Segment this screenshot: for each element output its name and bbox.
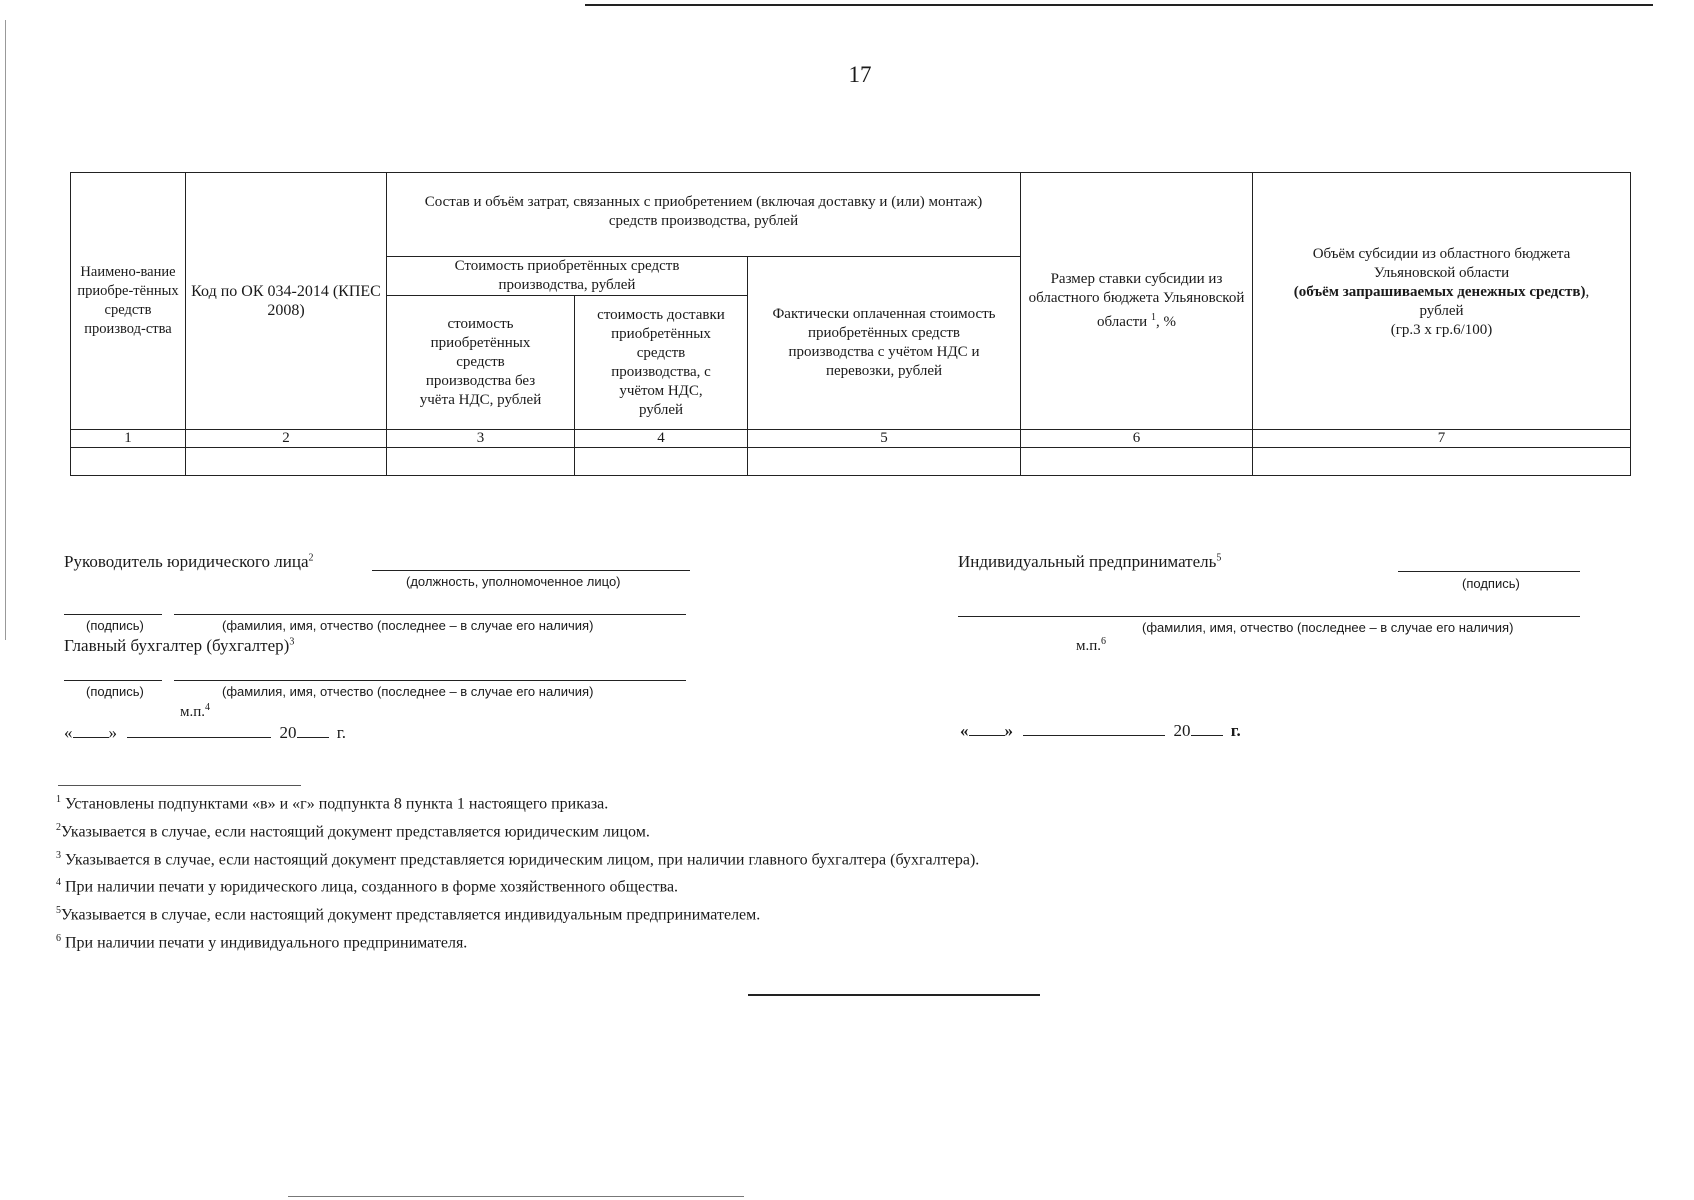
left-year-field[interactable] (297, 723, 329, 738)
footnote-marker: 1 (56, 794, 61, 805)
col5-header: Фактически оплаченная стоимость приобретённых средств производства с учётом НДС и перевозки, рублей (748, 257, 1021, 430)
table-cell[interactable] (186, 448, 387, 476)
bottom-edge-line (288, 1196, 744, 1197)
position-line[interactable] (372, 570, 690, 571)
accountant-signature-line[interactable] (64, 680, 162, 681)
right-date-close-quote: » (1004, 721, 1013, 740)
table-cell[interactable] (748, 448, 1021, 476)
col7-header-units: , рублей (1419, 284, 1590, 319)
footnote-item (56, 788, 979, 816)
head-fio-caption: (фамилия, имя, отчество (последнее – в случае его наличия) (222, 618, 594, 633)
accountant-title (64, 636, 294, 656)
ip-footnote-marker: 5 (1216, 552, 1222, 564)
head-footnote-marker: 2 (308, 552, 314, 564)
left-edge-line (5, 20, 6, 640)
footnote-item (56, 927, 979, 955)
footnote-text: Установлены подпунктами «в» и «г» подпункта 8 пункта 1 настоящего приказа. (65, 795, 609, 813)
footnote-text: Указывается в случае, если настоящий документ представляется юридическим лицом, при наличии главного бухгалтера (бухгалтера). (65, 850, 980, 868)
column-number: 1 (71, 430, 186, 448)
left-stamp-text: м.п. (180, 704, 206, 720)
right-stamp-footnote-marker: 6 (1101, 636, 1107, 647)
footnote-item (56, 899, 979, 927)
table-cell[interactable] (387, 448, 575, 476)
subgroup-header: Стоимость приобретённых средств производства, рублей (387, 257, 748, 296)
col7-header-formula: (гр.3 х гр.6/100) (1390, 322, 1493, 338)
left-year-suffix: г. (336, 723, 347, 742)
ip-signature-line[interactable] (1398, 571, 1580, 572)
col3-header: стоимость приобретённых средств производства без учёта НДС, рублей (387, 296, 575, 430)
left-month-field[interactable] (127, 723, 271, 738)
column-number: 7 (1253, 430, 1631, 448)
table-cell[interactable] (1021, 448, 1253, 476)
accountant-fio-caption: (фамилия, имя, отчество (последнее – в случае его наличия) (222, 684, 594, 699)
head-title-text: Руководитель юридического лица (64, 552, 309, 571)
group-header: Состав и объём затрат, связанных с приобретением (включая доставку и (или) монтаж) средств производства, рублей (387, 173, 1021, 257)
footnote-text: При наличии печати у юридического лица, созданного в форме хозяйственного общества. (65, 878, 679, 896)
col6-header (1021, 173, 1253, 430)
footnote-item (56, 844, 979, 872)
ip-fio-line[interactable] (958, 616, 1580, 617)
footnote-marker: 6 (56, 933, 61, 945)
accountant-fio-line[interactable] (174, 680, 686, 681)
empty-data-row (71, 448, 1631, 476)
left-stamp (180, 702, 210, 721)
col1-header: Наимено-вание приобре-тённых средств производ-ства (71, 173, 186, 430)
col4-header: стоимость доставки приобретённых средств производства, с учётом НДС, рублей (575, 296, 748, 430)
right-day-field[interactable] (969, 721, 1005, 736)
ip-title-text: Индивидуальный предприниматель (958, 552, 1217, 571)
ip-fio-caption: (фамилия, имя, отчество (последнее – в случае его наличия) (1142, 620, 1514, 635)
right-stamp-text: м.п. (1076, 638, 1102, 654)
footnote-marker: 4 (56, 877, 61, 889)
column-number: 5 (748, 430, 1021, 448)
left-date (64, 723, 346, 743)
col6-footnote-marker: 1 (1150, 312, 1156, 323)
page-number: 17 (848, 62, 872, 87)
right-year-prefix: 20 (1173, 721, 1191, 740)
subsidy-table (70, 172, 1631, 476)
left-day-field[interactable] (73, 723, 109, 738)
closing-line (748, 994, 1040, 996)
footnote-marker: 5 (56, 905, 61, 917)
right-stamp (1076, 636, 1106, 655)
column-number: 2 (186, 430, 387, 448)
ip-signature-caption: (подпись) (1462, 576, 1520, 591)
left-date-close-quote: » (108, 723, 117, 742)
table-cell[interactable] (71, 448, 186, 476)
position-caption: (должность, уполномоченное лицо) (406, 574, 621, 589)
table-cell[interactable] (1253, 448, 1631, 476)
left-stamp-footnote-marker: 4 (205, 702, 211, 713)
right-year-field[interactable] (1191, 721, 1223, 736)
col6-header-text: Размер ставки субсидии из областного бюджета Ульяновской области (1028, 271, 1245, 330)
accountant-footnote-marker: 3 (289, 636, 295, 648)
footnote-text: Указывается в случае, если настоящий документ представляется юридическим лицом. (61, 823, 650, 841)
footnote-text: При наличии печати у индивидуального предпринимателя. (65, 934, 468, 952)
footnote-marker: 3 (56, 849, 61, 861)
accountant-signature-caption: (подпись) (86, 684, 144, 699)
right-date (960, 721, 1241, 741)
col6-header-suffix: , % (1155, 314, 1176, 330)
head-fio-line[interactable] (174, 614, 686, 615)
column-numbers-row (71, 430, 1631, 448)
footnote-item (56, 871, 979, 899)
left-date-open-quote: « (64, 723, 73, 742)
right-year-suffix: г. (1230, 721, 1241, 740)
column-number: 6 (1021, 430, 1253, 448)
footnote-marker: 2 (56, 821, 61, 833)
column-number: 3 (387, 430, 575, 448)
ip-title (958, 552, 1221, 572)
col7-header (1253, 173, 1631, 430)
right-date-open-quote: « (960, 721, 969, 740)
footnote-separator (58, 785, 301, 786)
footnote-item (56, 816, 979, 844)
table-cell[interactable] (575, 448, 748, 476)
head-signature-line[interactable] (64, 614, 162, 615)
footnotes (56, 788, 979, 955)
top-edge-line (585, 4, 1653, 6)
accountant-title-text: Главный бухгалтер (бухгалтер) (64, 636, 290, 655)
col7-header-text: Объём субсидии из областного бюджета Ульяновской области (1312, 246, 1571, 281)
head-signature-caption: (подпись) (86, 618, 144, 633)
footnote-text: Указывается в случае, если настоящий документ представляется индивидуальным предпринимателем. (61, 906, 761, 924)
col7-header-bold: (объём запрашиваемых денежных средств) (1293, 284, 1586, 300)
right-month-field[interactable] (1023, 721, 1165, 736)
col2-header: Код по ОК 034-2014 (КПЕС 2008) (186, 173, 387, 430)
head-title (64, 552, 314, 572)
left-year-prefix: 20 (279, 723, 297, 742)
column-number: 4 (575, 430, 748, 448)
